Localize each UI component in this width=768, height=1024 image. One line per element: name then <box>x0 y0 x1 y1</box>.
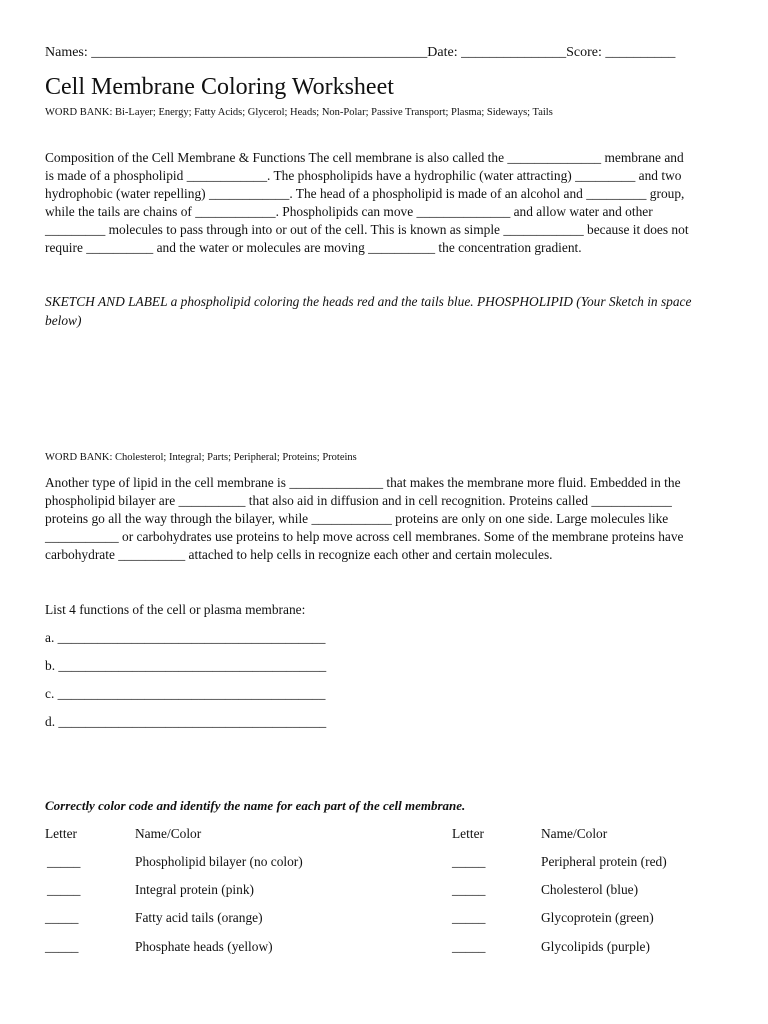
sketch-instruction <box>45 292 735 330</box>
letter-blank[interactable]: _____ <box>452 910 486 925</box>
letter-header-right: Letter <box>452 826 484 841</box>
letter-blank[interactable]: _____ <box>452 939 486 954</box>
word-bank-2: WORD BANK: Cholesterol; Integral; Parts; Peripheral; Proteins; Proteins <box>45 452 357 463</box>
paragraph-line: while the tails are chains of ____________. Phospholipids can move ______________ and allow water and other <box>45 204 653 219</box>
composition-paragraph <box>45 149 725 257</box>
letter-blank[interactable]: _____ <box>47 882 81 897</box>
part-name: Cholesterol (blue) <box>541 882 639 897</box>
part-name: Phospholipid bilayer (no color) <box>135 854 303 869</box>
paragraph-line: phospholipid bilayer are __________ that also aid in diffusion and in cell recognition. Proteins called ____________ <box>45 493 672 508</box>
sketch-area[interactable] <box>45 335 725 440</box>
part-name: Integral protein (pink) <box>135 882 254 897</box>
function-answer-b[interactable]: b. ________________________________________ <box>45 658 327 673</box>
function-answer-d[interactable]: d. ________________________________________ <box>45 714 327 729</box>
part-name: Glycolipids (purple) <box>541 939 650 954</box>
paragraph-line: proteins go all the way through the bilayer, while ____________ proteins are only on one side. Large molecules like <box>45 511 669 526</box>
paragraph-line: is made of a phospholipid ____________. The phospholipids have a hydrophilic (water attracting) _________ and two <box>45 168 682 183</box>
function-answer-a[interactable]: a. ________________________________________ <box>45 630 326 645</box>
page-title: Cell Membrane Coloring Worksheet <box>45 74 394 100</box>
name-color-header-left: Name/Color <box>135 826 202 841</box>
lipid-protein-paragraph <box>45 474 725 564</box>
letter-blank[interactable]: _____ <box>45 939 79 954</box>
letter-header-left: Letter <box>45 826 77 841</box>
sketch-line: SKETCH AND LABEL a phospholipid coloring the heads red and the tails blue. PHOSPHOLIPID (Your Sketch in space <box>45 294 692 309</box>
paragraph-line: Another type of lipid in the cell membrane is ______________ that makes the membrane more fluid. Embedded in the <box>45 475 681 490</box>
word-bank-1: WORD BANK: Bi-Layer; Energy; Fatty Acids; Glycerol; Heads; Non-Polar; Passive Transport; Plasma; Sideways; Tails <box>45 107 553 118</box>
paragraph-line: require __________ and the water or molecules are moving __________ the concentration gradient. <box>45 240 582 255</box>
part-name: Glycoprotein (green) <box>541 910 654 925</box>
paragraph-line: Composition of the Cell Membrane & Functions The cell membrane is also called the ______________ membrane and <box>45 150 684 165</box>
paragraph-line: ___________ or carbohydrates use proteins to help move across cell membranes. Some of the membrane proteins have <box>45 529 684 544</box>
letter-blank[interactable]: _____ <box>452 854 486 869</box>
part-name: Phosphate heads (yellow) <box>135 939 273 954</box>
color-code-title: Correctly color code and identify the name for each part of the cell membrane. <box>45 798 466 813</box>
part-name: Peripheral protein (red) <box>541 854 667 869</box>
name-color-header-right: Name/Color <box>541 826 608 841</box>
names-date-score-line[interactable]: Names: ________________________________________________Date: _______________Score: __________ <box>45 45 676 60</box>
function-answer-c[interactable]: c. ________________________________________ <box>45 686 326 701</box>
sketch-line: below) <box>45 313 82 328</box>
functions-title: List 4 functions of the cell or plasma membrane: <box>45 602 306 617</box>
letter-blank[interactable]: _____ <box>47 854 81 869</box>
letter-blank[interactable]: _____ <box>45 910 79 925</box>
letter-blank[interactable]: _____ <box>452 882 486 897</box>
paragraph-line: _________ molecules to pass through into or out of the cell. This is known as simple ____________ because it does not <box>45 222 689 237</box>
part-name: Fatty acid tails (orange) <box>135 910 263 925</box>
paragraph-line: hydrophobic (water repelling) ____________. The head of a phospholipid is made of an alcohol and _________ group, <box>45 186 685 201</box>
paragraph-line: carbohydrate __________ attached to help cells in recognize each other and certain molecules. <box>45 547 553 562</box>
